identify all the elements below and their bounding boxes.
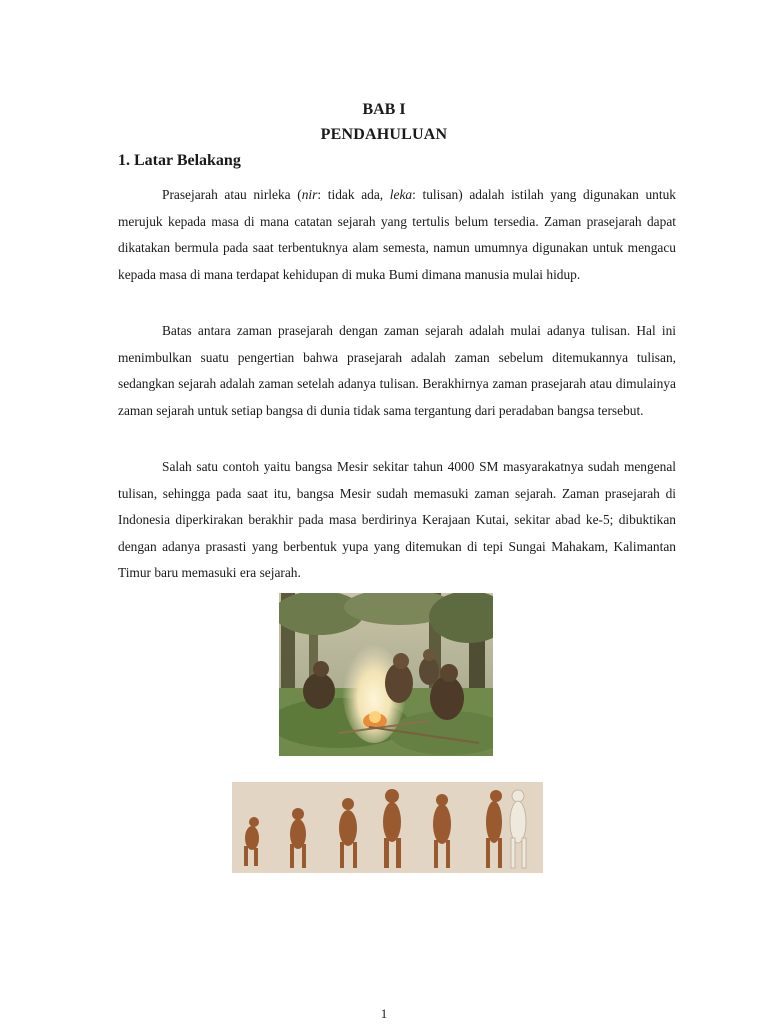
paragraph-3: Salah satu contoh yaitu bangsa Mesir sekitar tahun 4000 SM masyarakatnya sudah mengenal tulisan, sehingga pada saat itu, bangsa Mesir sudah memasuki zaman sejarah. Zaman prasejarah di Indonesia diperkirakan berakhir pada masa berdirinya Kerajaan Kutai, sekitar abad ke-5; dibuktikan dengan adanya prasasti yang berbentuk yupa yang ditemukan di tepi Sungai Mahakam, Kalimantan Timur baru memasuki era sejarah. — [118, 459, 676, 581]
page-number: 1 — [380, 1006, 388, 1021]
paragraph-1 — [118, 182, 676, 288]
campfire-illustration — [279, 593, 493, 756]
paragraph-1-italic-leka: leka — [389, 187, 413, 202]
paragraph-1-text-b: : tidak ada, — [317, 187, 390, 202]
human-evolution-illustration — [232, 782, 543, 873]
paragraph-2: Batas antara zaman prasejarah dengan zaman sejarah adalah mulai adanya tulisan. Hal ini menimbulkan suatu pengertian bahwa prasejarah adalah zaman sebelum ditemukannya tulisan, sedangkan sejarah adalah zaman setelah adanya tulisan. Berakhirnya zaman prasejarah atau dimulainya zaman sejarah untuk setiap bangsa di dunia tidak sama tergantung dari peradaban bangsa tersebut. — [118, 323, 676, 418]
section-heading: 1. Latar Belakang — [118, 152, 241, 169]
chapter-title: PENDAHULUAN — [320, 126, 448, 143]
paragraph-1-italic-nir: nir — [301, 187, 318, 202]
paragraph-1-text-a: Prasejarah atau nirleka ( — [162, 187, 302, 202]
paragraph-1-text-c: : tulisan) adalah istilah yang digunakan untuk merujuk kepada masa di mana catatan sejarah yang tertulis belum tersedia. Zaman prasejarah dapat dikatakan bermula pada saat terbentuknya alam semesta, namun umumnya digunakan untuk mengacu kepada masa di mana terdapat kehidupan di muka Bumi dimana manusia mulai hidup. — [118, 187, 676, 282]
chapter-number: BAB I — [362, 101, 406, 118]
